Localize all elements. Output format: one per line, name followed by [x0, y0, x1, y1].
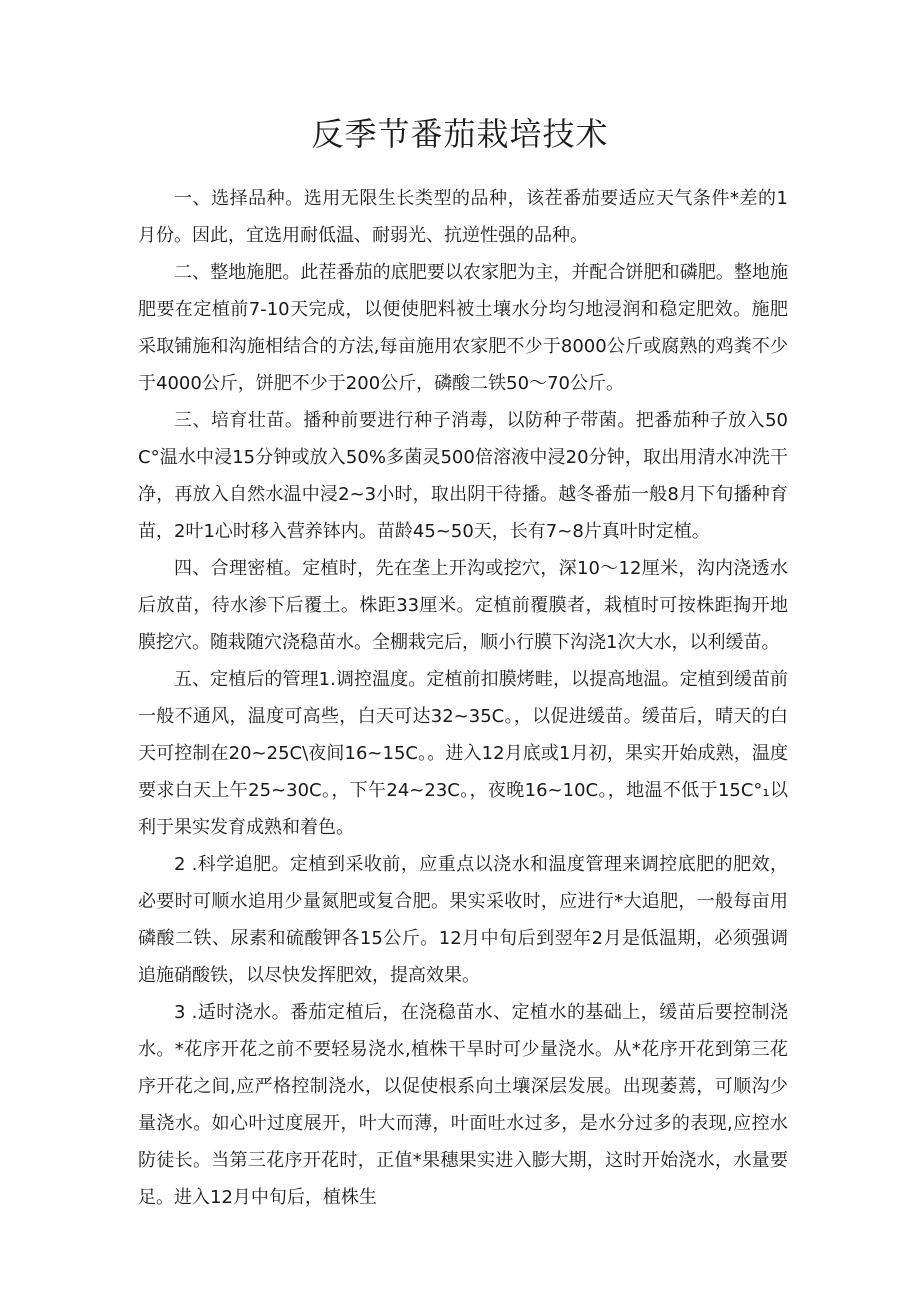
paragraph-soil-fertilizer: 二、整地施肥。此茬番茄的底肥要以农家肥为主，并配合饼肥和磷肥。整地施肥要在定植前7-10天完成，以便使肥料被土壤水分均匀地浸润和稳定肥效。施肥采取铺施和沟施相结合的方法,每亩施用农家肥不少于8000公斤或腐熟的鸡粪不少于4000公斤，饼肥不少于200公斤，磷酸二铁50～70公斤。	[138, 262, 788, 394]
paragraph-temperature: 五、定植后的管理1.调控温度。定植前扣膜烤畦，以提高地温。定植到缓苗前一般不通风，温度可高些，白天可达32~35C。，以促进缓苗。缓苗后，晴天的白天可控制在20~25C\夜间16~15C。。进入12月底或1月初，果实开始成熟，温度要求白天上午25~30C。，下午24~23C。，夜晚16~10C。，地温不低于15C°₁以利于果实发育成熟和着色。	[138, 669, 788, 838]
document-title: 反季节番茄栽培技术	[311, 115, 609, 153]
paragraph-watering: 3 .适时浇水。番茄定植后，在浇稳苗水、定植水的基础上，缓苗后要控制浇水。*花序开花之前不要轻易浇水,植株干旱时可少量浇水。从*花序开花到第三花序开花之间,应严格控制浇水，以促使根系向土壤深层发展。出现萎蔫，可顺沟少量浇水。如心叶过度展开，叶大而薄，叶面吐水过多，是水分过多的表现,应控水防徒长。当第三花序开花时，正值*果穗果实进入膨大期，这时开始浇水，水量要足。进入12月中旬后，植株生	[138, 1002, 788, 1208]
paragraph-fertilizing: 2 .科学追肥。定植到采收前，应重点以浇水和温度管理来调控底肥的肥效，必要时可顺水追用少量氮肥或复合肥。果实采收时，应进行*大追肥，一般每亩用磷酸二铁、尿素和硫酸钾各15公斤。12月中旬后到翌年2月是低温期，必须强调追施硝酸铁，以尽快发挥肥效，提高效果。	[138, 854, 788, 986]
document-body	[138, 180, 788, 1216]
paragraph-seedlings: 三、培育壮苗。播种前要进行种子消毒，以防种子带菌。把番茄种子放入50C°温水中浸15分钟或放入50%多菌灵500倍溶液中浸20分钟，取出用清水冲洗干净，再放入自然水温中浸2~3小时，取出阴干待播。越冬番茄一般8月下旬播种育苗，2叶1心时移入营养钵内。苗龄45~50天，长有7~8片真叶时定植。	[138, 410, 788, 542]
paragraph-planting-density: 四、合理密植。定植时，先在垄上开沟或挖穴，深10～12厘米，沟内浇透水后放苗，待水渗下后覆土。株距33厘米。定植前覆膜者，栽植时可按株距掏开地膜挖穴。随栽随穴浇稳苗水。全棚栽完后，顺小行膜下沟浇1次大水，以利缓苗。	[138, 558, 788, 653]
paragraph-select-variety: 一、选择品种。选用无限生长类型的品种，该茬番茄要适应天气条件*差的1月份。因此，宜选用耐低温、耐弱光、抗逆性强的品种。	[138, 188, 788, 246]
